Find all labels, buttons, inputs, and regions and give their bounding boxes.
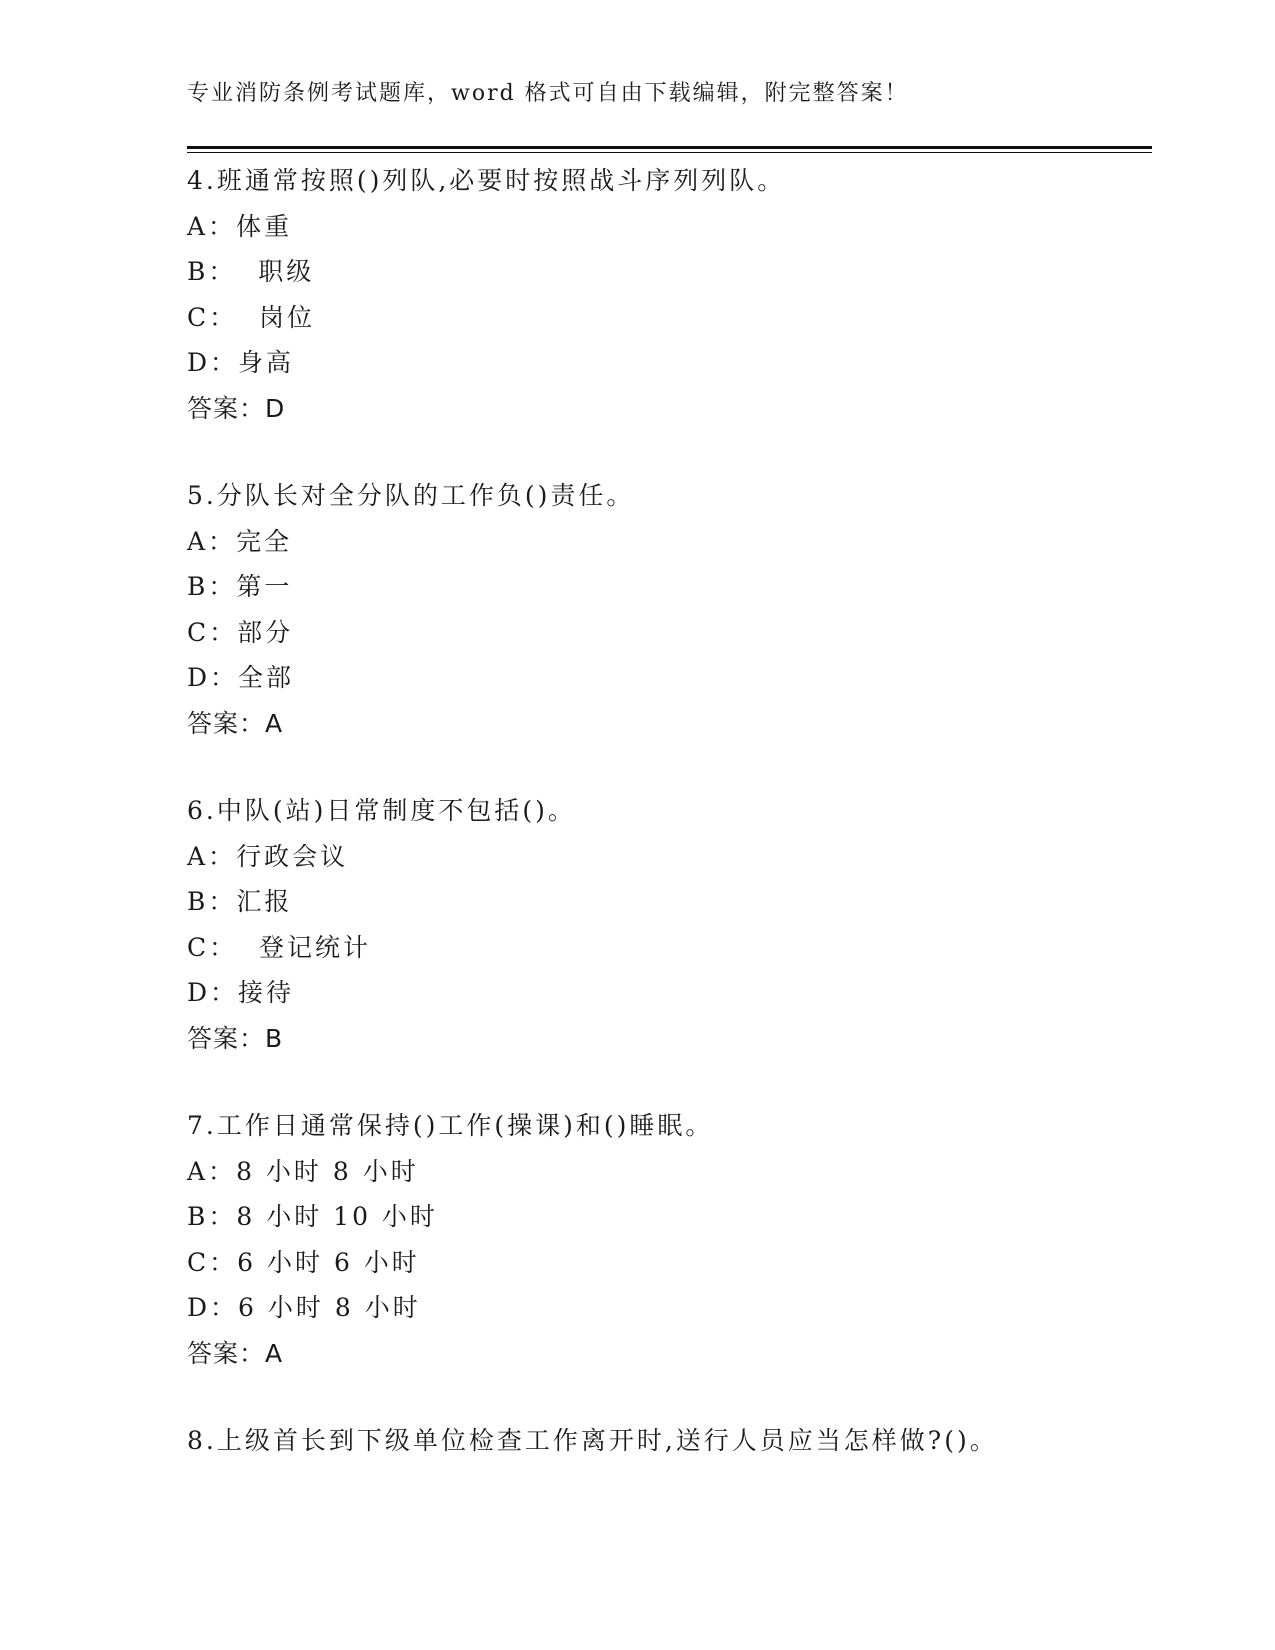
option-c [187, 1240, 1152, 1286]
option-key: B： [187, 572, 237, 601]
option-key: D： [187, 978, 239, 1007]
question-stem: 5.分队长对全分队的工作负()责任。 [187, 481, 635, 510]
question-list [187, 158, 1152, 1506]
question-item [187, 158, 1152, 431]
answer-line: 答案：D [187, 393, 286, 423]
question-item [187, 788, 1152, 1061]
answer-line: 答案：A [187, 1338, 284, 1368]
option-key: A： [187, 526, 237, 556]
header-rule-thin [187, 152, 1152, 153]
option-text: 汇报 [236, 887, 293, 916]
question-item [187, 1103, 1152, 1376]
option-key: A： [187, 841, 237, 871]
option-b [187, 249, 1152, 295]
option-b [187, 879, 1152, 925]
option-key: A： [187, 211, 237, 241]
question-stem: 6.中队(站)日常制度不包括()。 [187, 796, 576, 825]
option-a [187, 834, 1152, 880]
question-item [187, 1418, 1152, 1464]
option-text: 8 小时 8 小时 [236, 1156, 419, 1186]
option-key: B： [187, 257, 237, 286]
option-text: 第一 [236, 572, 293, 601]
option-key: D： [187, 348, 239, 377]
option-key: D： [187, 663, 239, 692]
option-text: 体重 [236, 211, 293, 241]
option-text: 登记统计 [237, 932, 372, 962]
option-key: B： [187, 1202, 237, 1231]
option-text: 身高 [238, 348, 295, 377]
question-item [187, 473, 1152, 746]
option-a [187, 204, 1152, 250]
option-d [187, 1285, 1152, 1331]
option-key: C： [187, 617, 238, 647]
option-a [187, 519, 1152, 565]
option-text: 接待 [238, 978, 295, 1007]
option-key: C： [187, 1247, 238, 1277]
question-stem: 4.班通常按照()列队,必要时按照战斗序列列队。 [187, 166, 786, 195]
option-text: 职级 [236, 257, 315, 286]
question-stem: 8.上级首长到下级单位检查工作离开时,送行人员应当怎样做?()。 [187, 1426, 998, 1455]
option-key: C： [187, 302, 238, 332]
option-text: 6 小时 6 小时 [237, 1247, 420, 1277]
option-key: D： [187, 1293, 239, 1322]
option-key: C： [187, 932, 238, 962]
option-text: 完全 [236, 526, 293, 556]
option-d [187, 970, 1152, 1016]
option-key: A： [187, 1156, 237, 1186]
option-text: 行政会议 [236, 841, 349, 871]
answer-line: 答案：A [187, 708, 284, 738]
question-stem: 7.工作日通常保持()工作(操课)和()睡眠。 [187, 1111, 714, 1140]
option-a [187, 1149, 1152, 1195]
option-d [187, 340, 1152, 386]
page-header: 专业消防条例考试题库，word 格式可自由下载编辑，附完整答案！ [187, 81, 909, 106]
option-c [187, 295, 1152, 341]
answer-line: 答案：B [187, 1023, 284, 1053]
option-text: 6 小时 8 小时 [238, 1293, 421, 1322]
option-c [187, 610, 1152, 656]
option-text: 部分 [237, 617, 294, 647]
option-d [187, 655, 1152, 701]
option-b [187, 1194, 1152, 1240]
option-text: 8 小时 10 小时 [236, 1202, 438, 1231]
header-rule-thick [187, 146, 1152, 149]
option-c [187, 925, 1152, 971]
option-b [187, 564, 1152, 610]
option-text: 全部 [238, 663, 295, 692]
option-text: 岗位 [237, 302, 316, 332]
option-key: B： [187, 887, 237, 916]
